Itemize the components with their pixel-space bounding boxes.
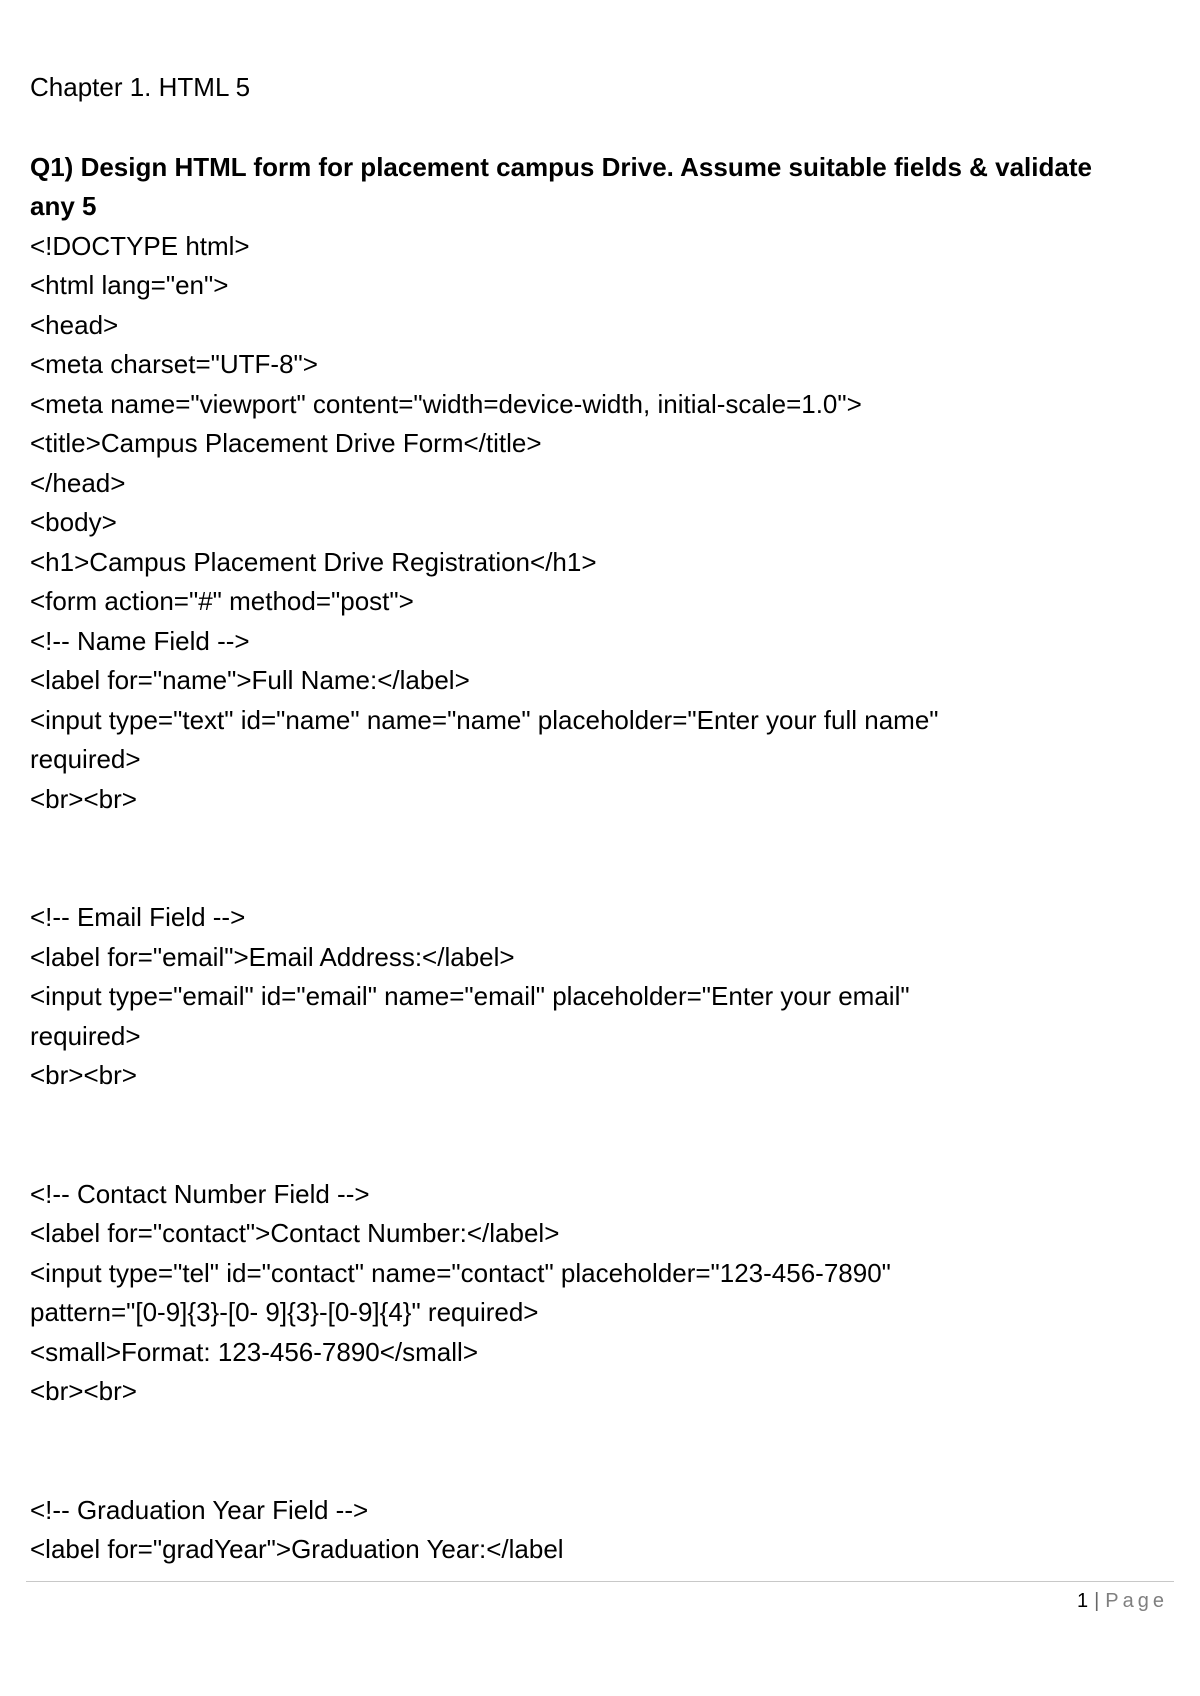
- code-line: <form action="#" method="post">: [30, 586, 414, 616]
- code-line: <meta name="viewport" content="width=device-width, initial-scale=1.0">: [30, 388, 862, 419]
- code-line: <label for="email">Email Address:</label>: [30, 941, 515, 972]
- code-line: <meta charset="UTF-8">: [30, 349, 318, 379]
- footer-separator: |: [1094, 1590, 1100, 1612]
- code-line: <label for="contact">Contact Number:</label>: [30, 1218, 560, 1248]
- blank-space: [30, 819, 1170, 898]
- code-line: <h1>Campus Placement Drive Registration</h1>: [30, 546, 597, 577]
- code-line: <body>: [30, 507, 117, 537]
- code-line: <!-- Email Field -->: [30, 902, 246, 932]
- code-line: required>: [30, 744, 141, 774]
- page-number: 1: [1076, 1590, 1089, 1612]
- code-block-4: [30, 1491, 1170, 1570]
- code-line: <html lang="en">: [30, 270, 229, 300]
- question-heading: Q1) Design HTML form for placement campus Drive. Assume suitable fields & validate any 5: [30, 151, 1092, 221]
- code-line: <input type="email" id="email" name="email" placeholder="Enter your email": [30, 981, 910, 1011]
- code-line: <label for="name">Full Name:</label>: [30, 665, 470, 695]
- code-line: <!-- Graduation Year Field -->: [30, 1494, 369, 1525]
- blank-space: [30, 1412, 1170, 1491]
- code-line: <input type="tel" id="contact" name="contact" placeholder="123-456-7890": [30, 1257, 891, 1288]
- code-line: <input type="text" id="name" name="name" placeholder="Enter your full name": [30, 704, 939, 735]
- page-label: Page: [1105, 1590, 1168, 1612]
- code-line: <br><br>: [30, 1376, 137, 1406]
- code-line: <small>Format: 123-456-7890</small>: [30, 1336, 479, 1367]
- code-line: </head>: [30, 467, 126, 498]
- code-line: <label for="gradYear">Graduation Year:</label: [30, 1534, 564, 1564]
- chapter-title: Chapter 1. HTML 5: [30, 72, 251, 102]
- code-line: <!DOCTYPE html>: [30, 230, 250, 261]
- code-line: <br><br>: [30, 783, 137, 814]
- code-line: pattern="[0-9]{3}-[0- 9]{3}-[0-9]{4}" required>: [30, 1297, 539, 1327]
- code-block-1: [30, 227, 1170, 820]
- page-footer: [1077, 1588, 1168, 1614]
- footer-divider: [26, 1581, 1174, 1582]
- document-content: [30, 68, 1170, 1570]
- code-line: <!-- Contact Number Field -->: [30, 1178, 370, 1209]
- code-line: <!-- Name Field -->: [30, 625, 250, 656]
- code-block-2: [30, 898, 1170, 1096]
- code-line: <head>: [30, 309, 119, 340]
- code-block-3: [30, 1175, 1170, 1412]
- blank-space: [30, 1096, 1170, 1175]
- code-line: required>: [30, 1020, 141, 1051]
- code-line: <title>Campus Placement Drive Form</title>: [30, 428, 542, 458]
- code-line: <br><br>: [30, 1060, 137, 1090]
